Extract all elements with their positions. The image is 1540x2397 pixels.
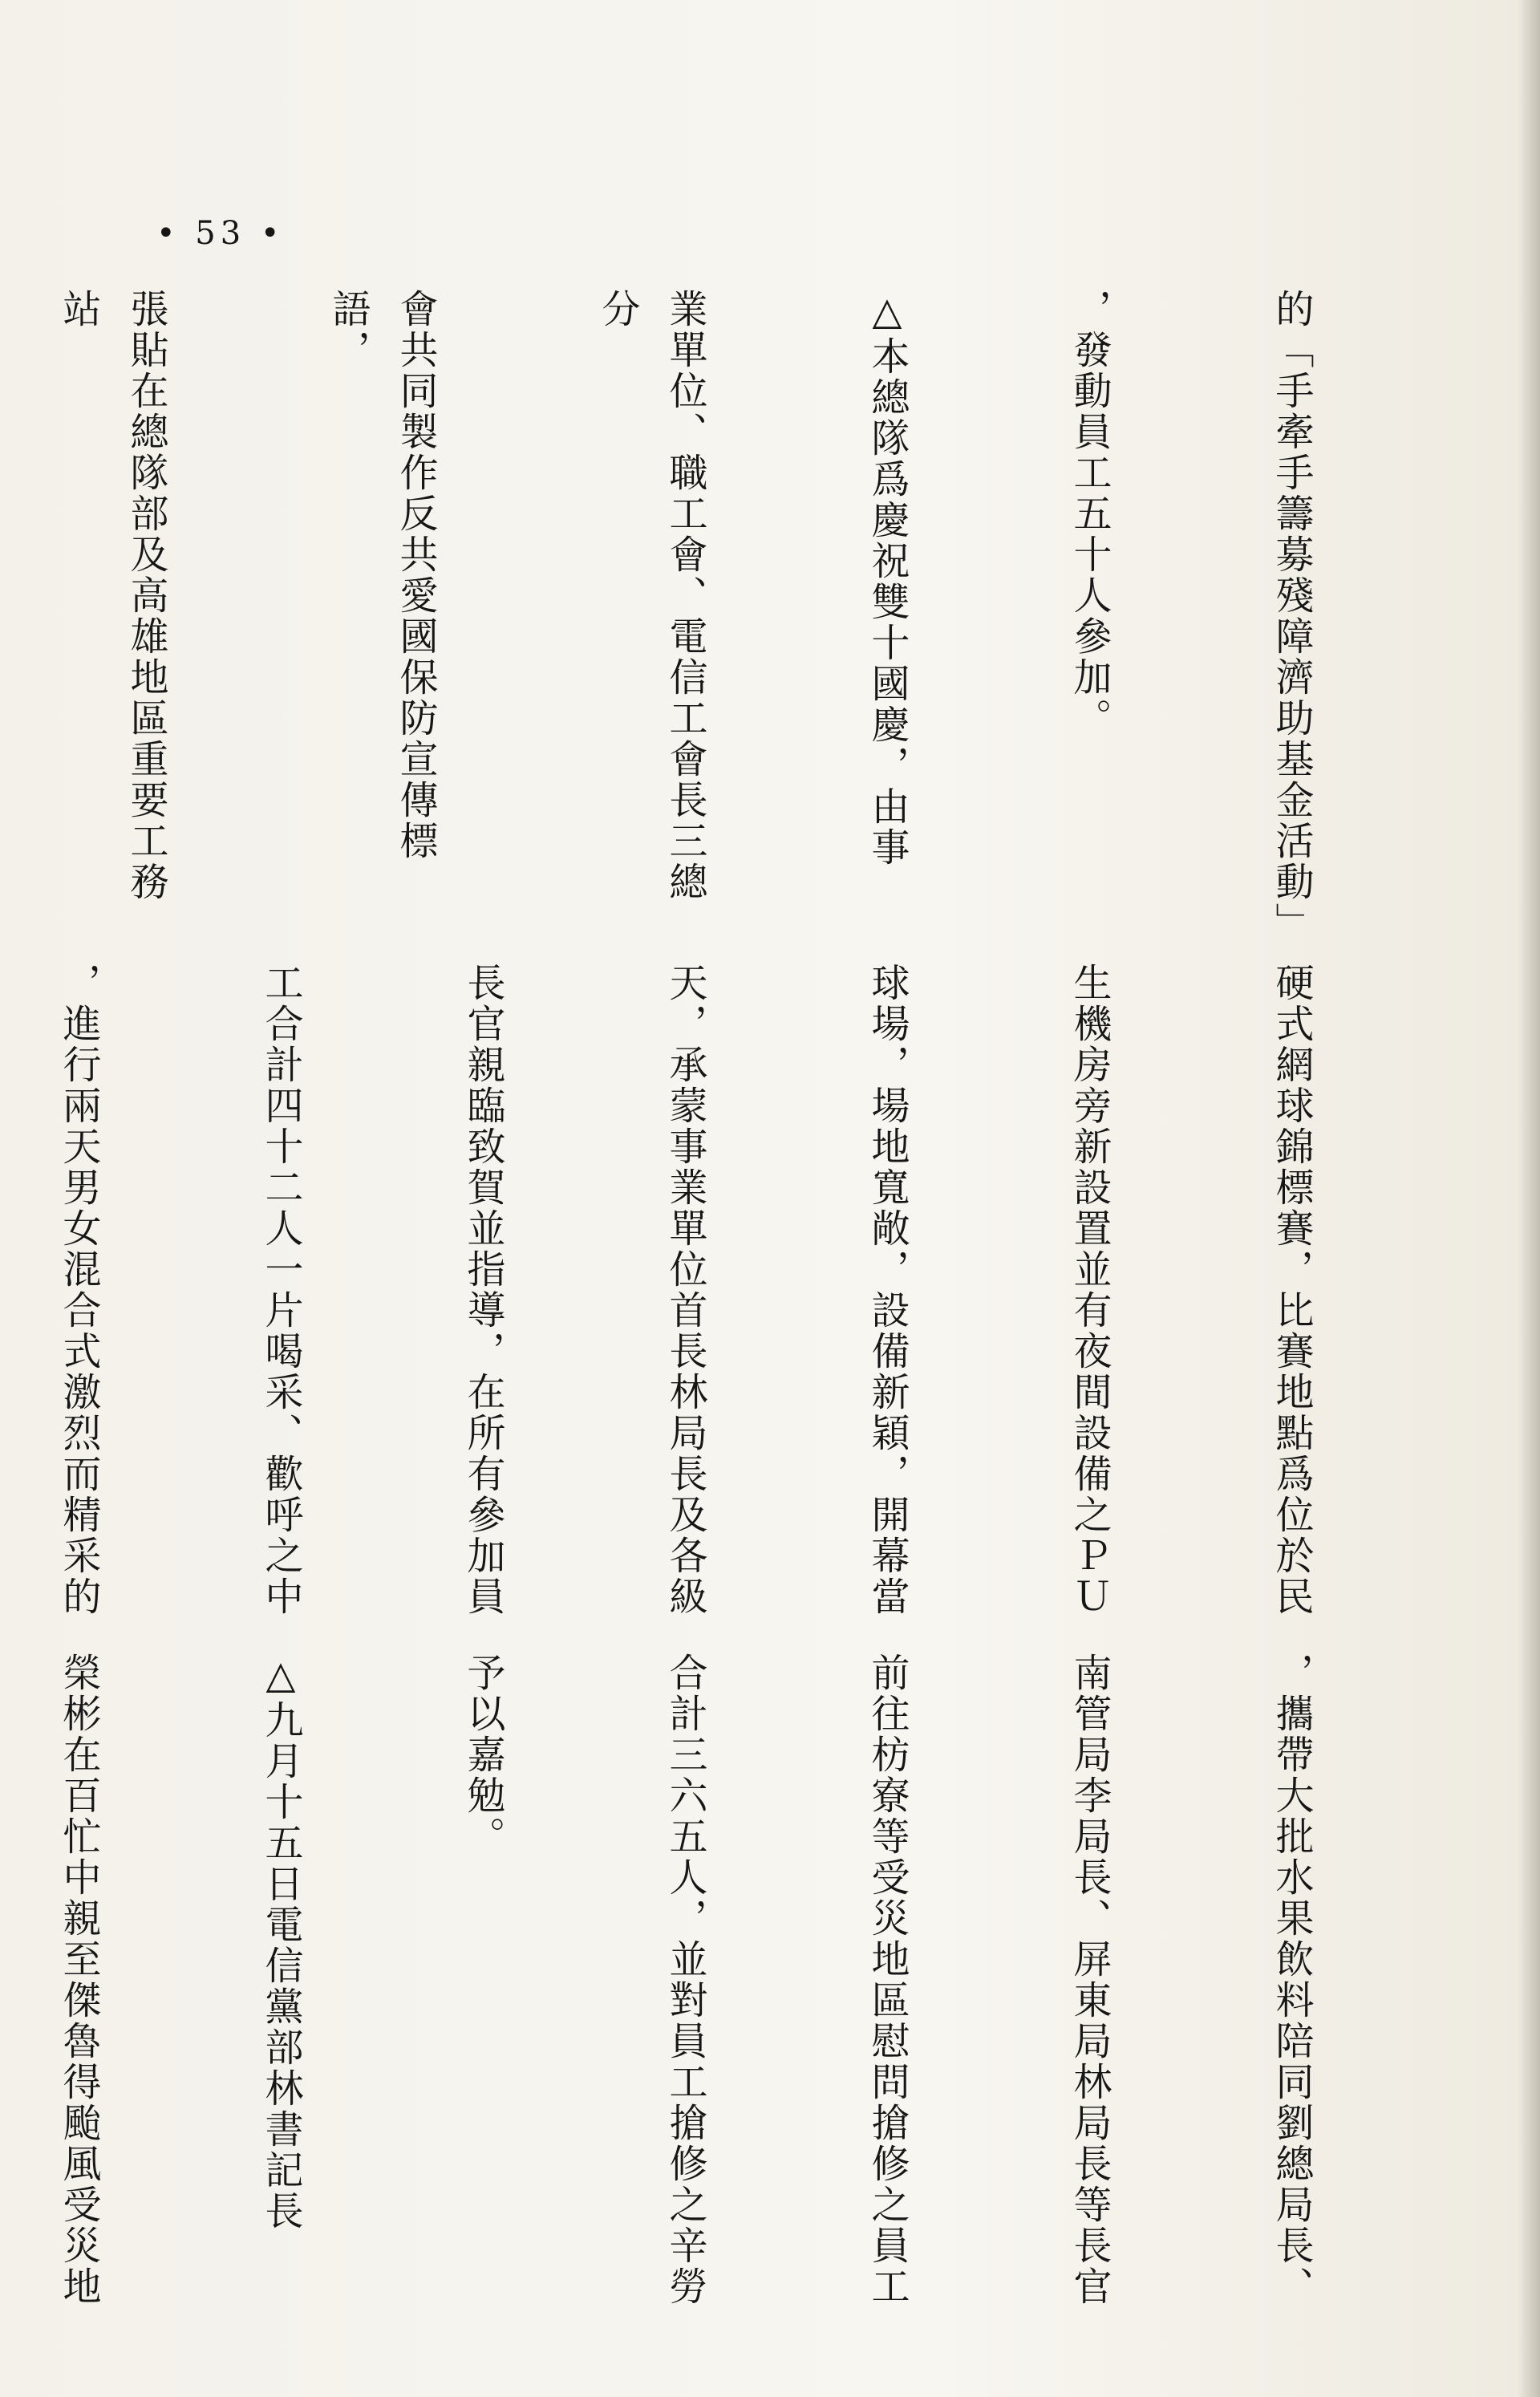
text-line: 長官親臨致賀並指導，在所有參加員	[460, 963, 505, 1617]
text-block-middle	[56, 963, 1460, 1620]
text-line: 球場，場地寬敞，設備新穎，開幕當	[865, 963, 910, 1617]
text-line: 予以嘉勉。	[460, 1653, 505, 1857]
text-line: 前往枋寮等受災地區慰問搶修之員工	[865, 1653, 910, 2307]
text-line: 合計三六五人，並對員工搶修之辛勞	[663, 1653, 707, 2307]
text-line: ，發動員工五十人參加。	[1067, 289, 1112, 739]
text-block-bottom	[56, 1653, 1460, 2358]
page-binding-shadow	[1518, 0, 1540, 2397]
text-line: 業單位、職工會、電信工會長三總分	[595, 289, 707, 902]
text-line: 工合計四十二人一片喝采、歡呼之中	[258, 963, 303, 1617]
text-line: 會共同製作反共愛國保防宣傳標語，	[326, 289, 438, 862]
text-line: 的「手牽手籌募殘障濟助基金活動」	[1269, 289, 1314, 943]
text-line: ，攜帶大批水果飲料陪同劉總局長、	[1269, 1653, 1314, 2307]
text-line: ，進行兩天男女混合式激烈而精采的	[56, 963, 101, 1617]
text-line: 生機房旁新設置並有夜間設備之ＰＵ	[1067, 963, 1112, 1617]
text-line: △九月十五日電信黨部林書記長	[258, 1653, 303, 2232]
text-block-top	[56, 289, 1460, 943]
page-number: • 53 •	[156, 215, 285, 252]
text-line: 榮彬在百忙中親至傑魯得颱風受災地	[56, 1653, 101, 2307]
text-line: 南管局李局長、屏東局林局長等長官	[1067, 1653, 1112, 2307]
text-line: 硬式網球錦標賽，比賽地點爲位於民	[1269, 963, 1314, 1617]
text-line: 天，承蒙事業單位首長林局長及各級	[663, 963, 707, 1617]
text-line: △本總隊爲慶祝雙十國慶，由事	[865, 289, 910, 868]
text-line: 張貼在總隊部及高雄地區重要工務站	[56, 289, 168, 902]
